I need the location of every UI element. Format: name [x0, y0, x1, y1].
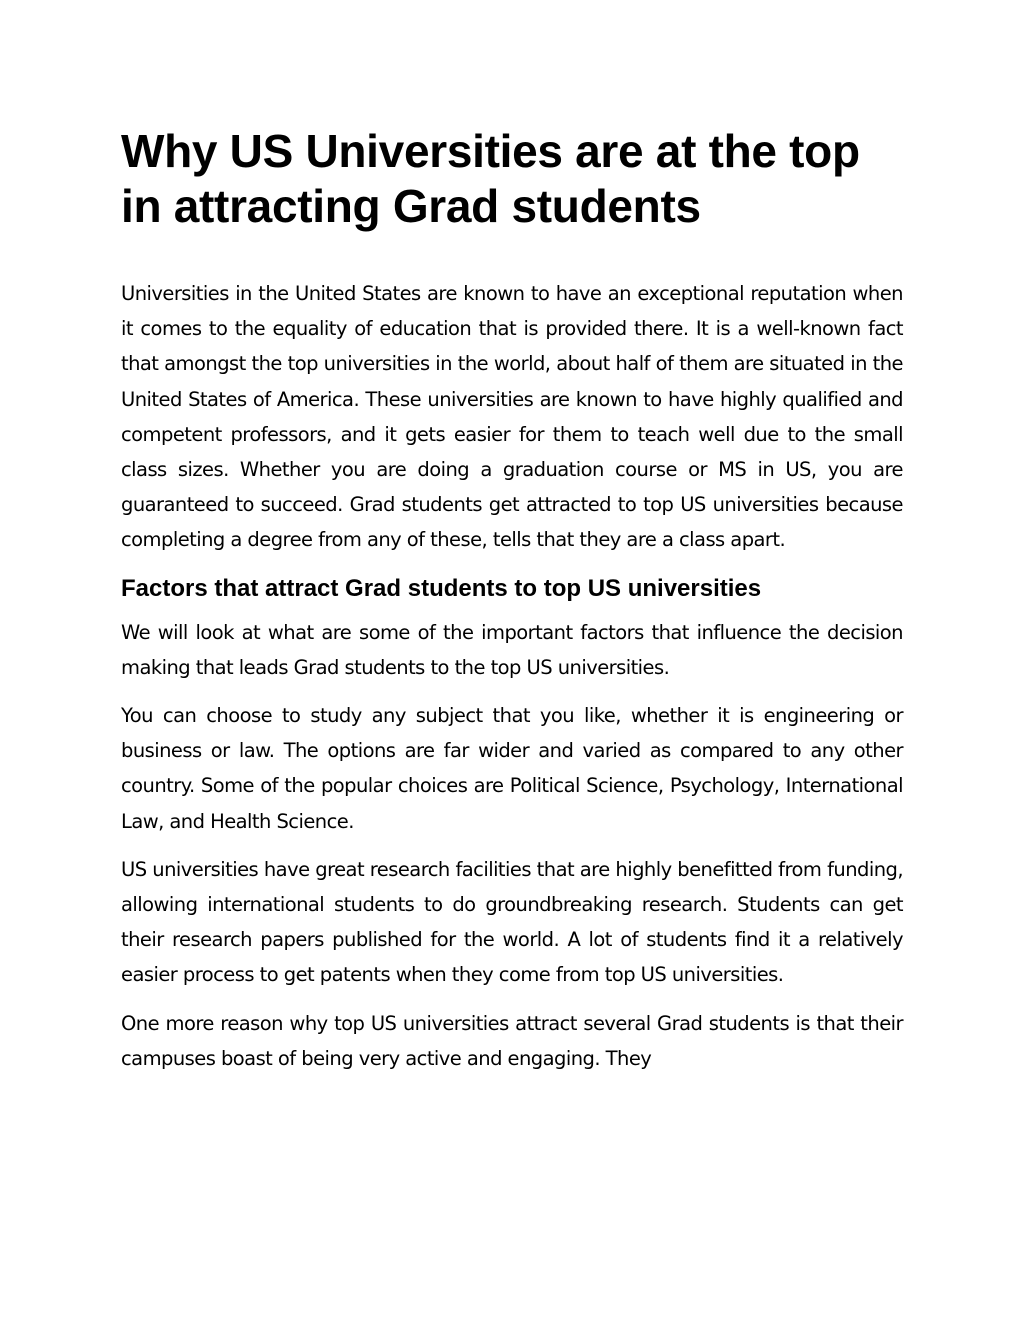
paragraph-campus-life: One more reason why top US universities attract several Grad students is that their campuses boast of being very active and engaging. They [121, 1011, 903, 1070]
paragraph-subject-choice: You can choose to study any subject that you like, whether it is engineering or business or law. The options are far wider and varied as compared to any other country. Some of the popular choices are Political Science, Psychology, International Law, and Health Science. [121, 704, 903, 833]
paragraph-factors-intro: We will look at what are some of the important factors that influence the decision making that leads Grad students to the top US universities. [121, 620, 903, 679]
document-body [121, 124, 903, 1076]
page-title: Why US Universities are at the top in attracting Grad students [121, 125, 860, 232]
section-heading: Factors that attract Grad students to top US universities [121, 574, 762, 602]
intro-paragraph: Universities in the United States are known to have an exceptional reputation when it comes to the equality of education that is provided there. It is a well-known fact that amongst the top universities in the world, about half of them are situated in the United States of America. These universities are known to have highly qualified and competent professors, and it gets easier for them to teach well due to the small class sizes. Whether you are doing a graduation course or MS in US, you are guaranteed to succeed. Grad students get attracted to top US universities because completing a degree from any of these, tells that they are a class apart. [121, 282, 903, 552]
paragraph-research-facilities: US universities have great research facilities that are highly benefitted from funding, allowing international students to do groundbreaking research. Students can get their research papers published for the world. A lot of students find it a relatively easier process to get patents when they come from top US universities. [121, 857, 903, 987]
